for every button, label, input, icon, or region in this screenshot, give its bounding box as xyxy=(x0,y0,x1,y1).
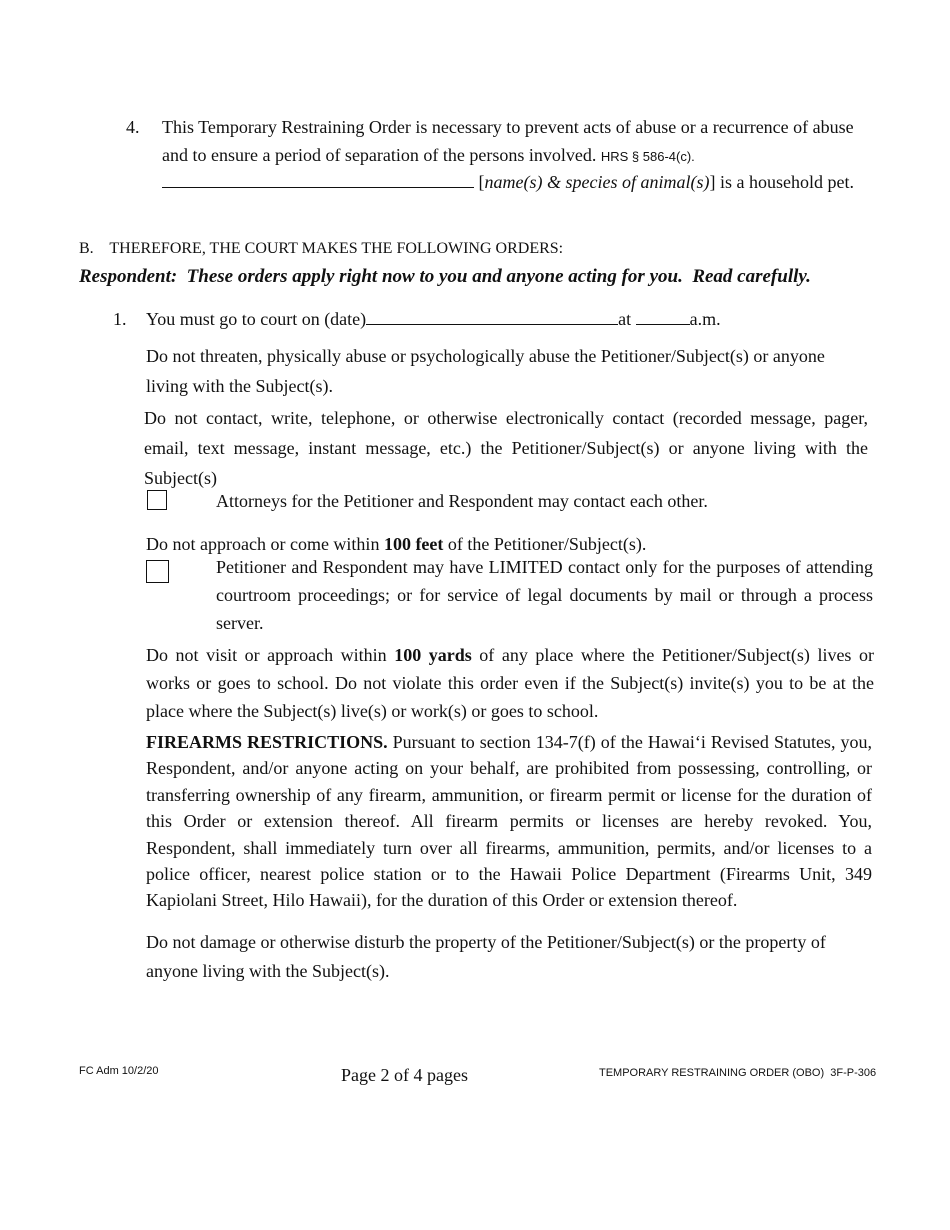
pet-bracket-close: ] xyxy=(709,172,716,192)
footer-page-number: Page 2 of 4 pages xyxy=(341,1065,468,1085)
visit-prefix: Do not visit or approach within xyxy=(146,645,395,665)
pet-placeholder: name(s) & species of animal(s) xyxy=(484,172,710,192)
pet-suffix: is a household pet. xyxy=(715,172,854,192)
section-b-heading: B. THEREFORE, THE COURT MAKES THE FOLLOWING ORDERS: xyxy=(79,240,564,257)
limited-contact-label: Petitioner and Respondent may have LIMITED contact only for the purposes of attending courtroom proceedings; or for service of legal documents by mail or through a process server. xyxy=(216,557,873,633)
footer-form-date: FC Adm 10/2/20 xyxy=(79,1065,159,1077)
court-date-label: You must go to court on (date) xyxy=(146,309,367,329)
court-date-line xyxy=(146,305,721,333)
visit-suffix: of any place where the Petitioner/Subject(s) lives or works or goes to school. Do not violate this order even if the Subject(s) invite(s) you to be at the place where the Subject(s) live(s) or work(s) or goes to school. xyxy=(146,645,874,721)
am-label: a.m. xyxy=(689,309,721,329)
footer-form-title: TEMPORARY RESTRAINING ORDER (OBO) 3F-P-306 xyxy=(599,1067,877,1079)
order-number: 1. xyxy=(113,309,127,329)
order-no-threaten: Do not threaten, physically abuse or psychologically abuse the Petitioner/Subject(s) or anyone living with the Subject(s). xyxy=(146,346,825,396)
limited-contact-checkbox[interactable] xyxy=(146,560,169,583)
order-no-contact: Do not contact, write, telephone, or otherwise electronically contact (recorded message, pager, email, text message, instant message, etc.) the Petitioner/Subject(s) or anyone living with the Subject(s) xyxy=(144,408,868,488)
item4-statement: This Temporary Restraining Order is necessary to prevent acts of abuse or a recurrence of abuse and to ensure a period of separation of the persons involved. xyxy=(162,117,854,165)
item-number: 4. xyxy=(126,117,140,137)
item4-text xyxy=(162,113,874,171)
approach-suffix: of the Petitioner/Subject(s). xyxy=(443,534,647,554)
respondent-notice: Respondent: These orders apply right now to you and anyone acting for you. Read carefully. xyxy=(79,266,811,287)
attorneys-contact-checkbox[interactable] xyxy=(147,490,167,510)
approach-prefix: Do not approach or come within xyxy=(146,534,384,554)
visit-distance: 100 yards xyxy=(394,645,472,665)
attorneys-contact-label: Attorneys for the Petitioner and Respondent may contact each other. xyxy=(216,491,708,511)
order-no-damage: Do not damage or otherwise disturb the property of the Petitioner/Subject(s) or the property of anyone living with the Subject(s). xyxy=(146,932,826,981)
pet-name-field[interactable] xyxy=(162,169,474,188)
pet-bracket-open: [ xyxy=(478,172,485,192)
court-time-field[interactable] xyxy=(636,306,690,325)
firearms-text: Pursuant to section 134-7(f) of the Hawai‘i Revised Statutes, you, Respondent, and/or anyone acting on your behalf, are prohibited from possessing, controlling, or transferring ownership of any firearm, ammunition, or firearm permit or license for the duration of this Order or extension thereof. All firearm permits or licenses are hereby revoked. You, Respondent, shall immediately turn over all firearms, ammunition, permits, and/or licenses to a police officer, nearest police station or to the Hawaii Police Department (Firearms Unit, 349 Kapiolani Street, Hilo Hawaii), for the duration of this Order or extension thereof. xyxy=(146,732,872,911)
order-no-visit xyxy=(146,641,874,725)
firearms-restrictions xyxy=(146,729,872,914)
approach-distance: 100 feet xyxy=(383,534,444,554)
pet-line xyxy=(162,168,882,196)
at-label: at xyxy=(618,309,632,329)
court-date-field[interactable] xyxy=(366,306,618,325)
firearms-heading: FIREARMS RESTRICTIONS. xyxy=(146,732,388,752)
item4-citation: HRS § 586-4(c). xyxy=(600,149,695,164)
